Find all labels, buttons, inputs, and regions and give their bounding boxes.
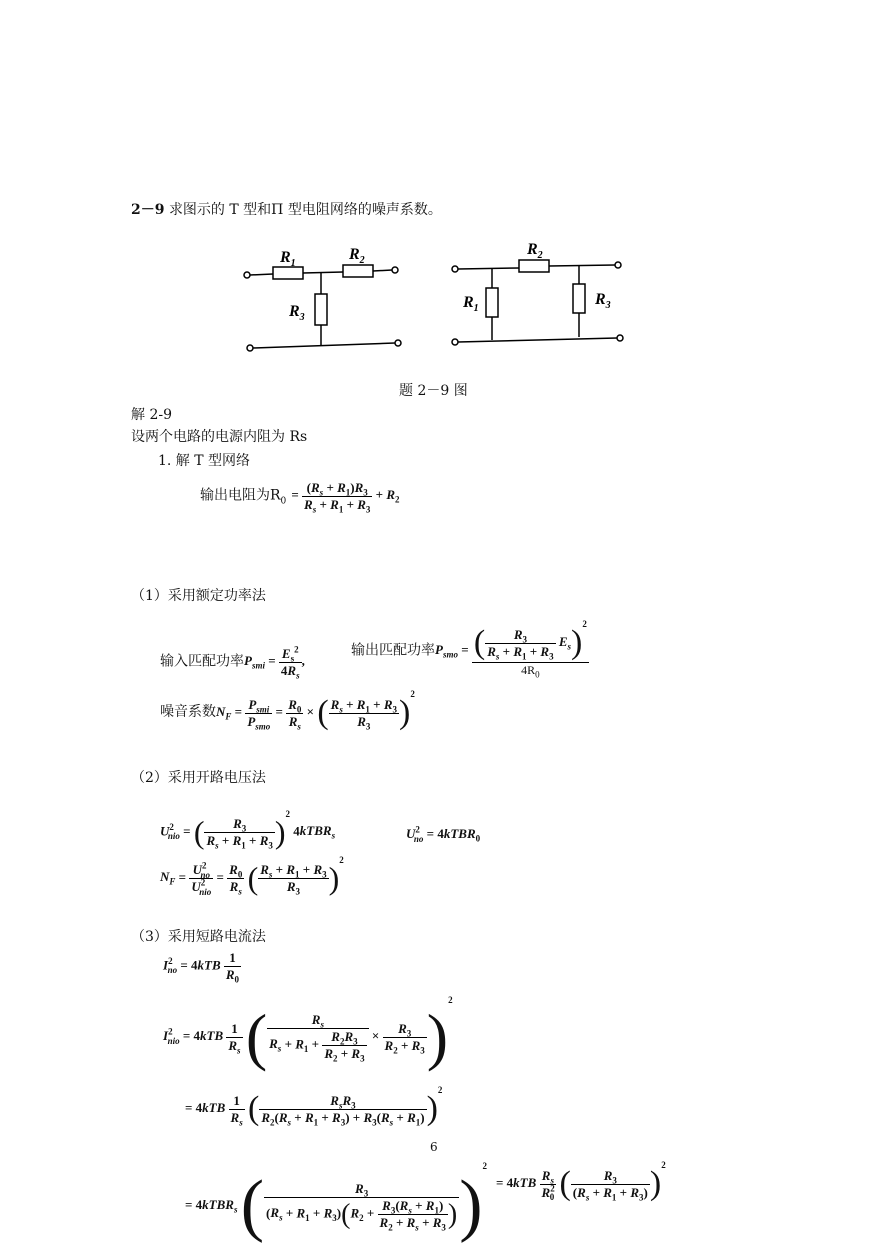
problem-statement (131, 199, 442, 219)
input-power-label: 输入匹配功率 (160, 653, 244, 670)
output-resistance-formula: 输出电阻为$R_0$ = $\frac{(R_s + R_1)R_3}{R_s + R_1 + R_3}$ + $R_2$ (200, 480, 400, 515)
open-voltage-input-formula: $U^2_{nio}$ = ( $\frac{R_3}{R_s + R_1 + R_3}$ )$^2$ 4kTBR$_s$ (160, 809, 336, 851)
output-power-formula: 输出匹配功率$P_{smo}$ = ( $\frac{R_3}{R_s + R_1 + R_3}$ $E_s)^2$ $4R_0$ (351, 619, 587, 680)
circuit-figure (230, 236, 640, 356)
noise-figure-label: 噪音系数 (160, 703, 216, 720)
noise-figure-formula: 噪音系数$N_F$ = $P_{smi}$ $P_{smo}$ = $\frac{R_0}{R_s}$ × ( $\frac{R_s + R_1 + R_3}{R_3}$ )$^2$ (160, 689, 415, 732)
t-r2-label: $R_2$ (349, 246, 365, 266)
open-voltage-output-formula: $U^2_{no}$ = 4kTBR$_0$ (406, 824, 481, 844)
method-3-heading: （3）采用短路电流法 (131, 929, 266, 945)
solution-assumption: 设两个电路的电源内阻为 Rs (131, 429, 308, 445)
problem-text: 求图示的 T 型和Π 型电阻网络的噪声系数。 (168, 202, 442, 218)
t-r3-label: $R_3$ (289, 303, 305, 323)
problem-number: 2－9 (131, 202, 165, 218)
figure-caption: 题 2－9 图 (399, 383, 468, 399)
input-power-formula: 输入匹配功率$P_{smi}$ = $\frac{E_s^2}{4R_s}$ , (160, 644, 305, 681)
short-current-input-formula: $I^2_{nio} = 4kTB$ $\frac{1}{R_s}$ ( $R_s$ $R_s + R_1$ + $\frac{R_2R_3}{R_2 + R_3}$ × $\frac{R_3}{R_2 + R_3}$ )$^2$ (163, 995, 453, 1072)
pi-r3-label: $R_3$ (595, 291, 611, 311)
short-current-step-2: = 4kTB $\frac{1}{R_s}$ ( $R_sR_3$ $R_2(R_s + R_1 + R_3) + R_3(R_s + R_1)$ )$^2$ (185, 1085, 443, 1128)
open-voltage-nf-formula: $N_F$ = $U^2_{no}$ $U^2_{nio}$ = $\frac{R_0}{R_s}$ ( $\frac{R_s + R_1 + R_3}{R_3}$ )$^2$ (160, 855, 344, 897)
solution-item-1: 1. 解 T 型网络 (158, 453, 251, 469)
method-2-heading: （2）采用开路电压法 (131, 770, 266, 786)
pi-r1-label: $R_1$ (463, 294, 479, 314)
pi-r2-label: $R_2$ (527, 241, 543, 261)
short-current-step-3: = 4kTBR$_s$ ( $R_3$ $(R_s + R_1 + R_3)(R_2$ + $\frac{R_3(R_s + R_1)}{R_2 + R_s + R_3}$ ) )$^2$ (185, 1161, 488, 1244)
t-r1-label: $R_1$ (280, 249, 296, 269)
short-current-output-formula: $I^2_{no} = 4kTB$ $\frac{1}{R_0}$ (163, 950, 240, 985)
solution-heading: 解 2-9 (131, 407, 172, 423)
page-number: 6 (430, 1140, 438, 1154)
method-1-heading: （1）采用额定功率法 (131, 588, 266, 604)
output-power-label: 输出匹配功率 (351, 642, 435, 659)
short-current-result: = 4kTB $\frac{R_s}{R^2_0}$ ( $\frac{R_3}{(R_s + R_1 + R_3)}$ )$^2$ (496, 1160, 666, 1203)
output-resistance-label: 输出电阻为R (200, 487, 281, 504)
